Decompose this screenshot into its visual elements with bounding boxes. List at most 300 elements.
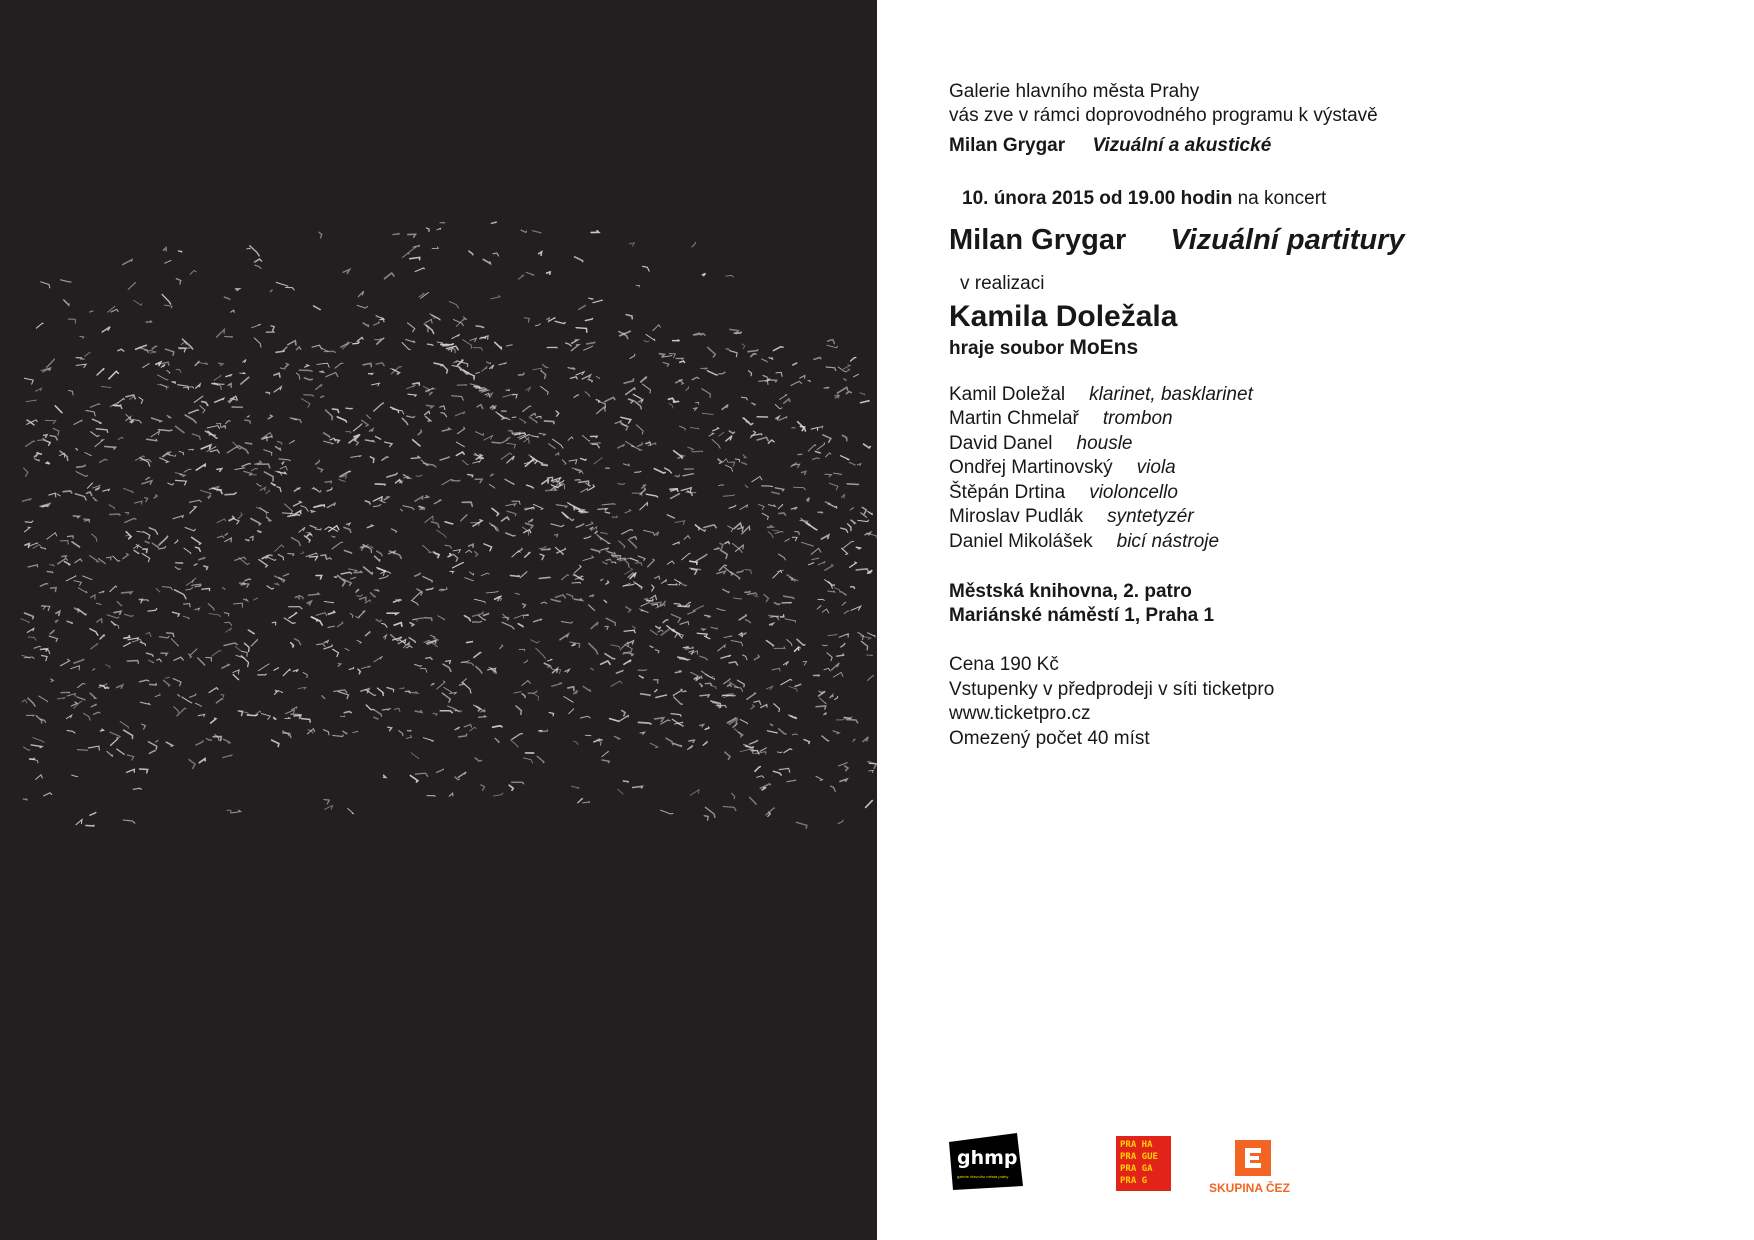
- score-mark: [574, 565, 581, 573]
- score-mark: [107, 615, 119, 618]
- score-mark: [24, 378, 33, 384]
- cez-logo: [1209, 1138, 1299, 1198]
- score-mark: [681, 488, 691, 492]
- score-mark: [762, 486, 773, 487]
- score-mark: [92, 534, 97, 541]
- score-mark: [646, 441, 650, 444]
- score-mark: [437, 681, 445, 689]
- score-mark: [824, 713, 827, 715]
- score-mark: [840, 779, 847, 781]
- score-mark: [520, 419, 526, 424]
- score-mark: [583, 435, 590, 441]
- score-mark: [62, 556, 67, 557]
- score-mark: [761, 705, 767, 708]
- score-mark: [743, 455, 746, 458]
- score-mark: [245, 443, 251, 444]
- score-mark: [134, 420, 141, 423]
- score-mark: [440, 711, 452, 713]
- score-mark: [578, 798, 583, 803]
- score-mark: [67, 730, 75, 733]
- score-mark: [868, 762, 876, 769]
- score-mark: [72, 542, 80, 548]
- score-mark: [583, 802, 590, 803]
- score-mark: [402, 254, 409, 258]
- score-mark: [301, 719, 310, 723]
- score-mark: [491, 474, 494, 476]
- score-mark: [113, 556, 120, 561]
- score-mark: [420, 668, 427, 672]
- score-mark: [284, 618, 295, 624]
- score-mark: [675, 475, 679, 477]
- score-mark: [99, 591, 104, 593]
- score-mark: [69, 391, 73, 396]
- score-mark: [224, 613, 228, 616]
- score-mark: [100, 635, 104, 639]
- score-mark: [145, 541, 149, 543]
- score-mark: [41, 548, 46, 550]
- score-mark: [475, 758, 481, 761]
- score-mark: [429, 552, 436, 556]
- score-mark: [560, 634, 568, 640]
- score-mark: [596, 376, 600, 378]
- score-mark: [60, 451, 68, 460]
- score-mark: [114, 611, 121, 614]
- score-mark: [233, 670, 239, 674]
- score-mark: [827, 653, 832, 661]
- score-mark: [175, 567, 180, 569]
- score-mark: [185, 415, 196, 423]
- score-mark: [224, 739, 231, 743]
- score-mark: [288, 515, 300, 517]
- musician-instrument: violoncello: [1089, 482, 1178, 503]
- score-mark: [648, 443, 656, 446]
- score-mark: [26, 400, 36, 402]
- score-mark: [812, 558, 819, 560]
- score-mark: [740, 720, 747, 724]
- score-mark: [105, 687, 109, 688]
- score-mark: [641, 377, 647, 382]
- score-mark: [219, 363, 223, 365]
- score-mark: [337, 417, 346, 422]
- score-mark: [399, 481, 402, 483]
- score-mark: [63, 491, 72, 493]
- score-mark: [362, 420, 369, 426]
- score-mark: [152, 418, 161, 422]
- score-mark: [430, 635, 435, 638]
- score-mark: [721, 655, 731, 658]
- score-mark: [757, 776, 764, 778]
- score-mark: [543, 364, 548, 367]
- score-mark: [324, 441, 333, 444]
- score-mark: [628, 641, 634, 644]
- score-mark: [293, 501, 301, 506]
- score-mark: [202, 402, 208, 406]
- score-mark: [605, 654, 615, 659]
- score-mark: [162, 294, 171, 304]
- score-mark: [780, 395, 788, 400]
- score-mark: [117, 685, 123, 688]
- score-mark: [72, 775, 78, 777]
- score-mark: [828, 634, 837, 635]
- score-mark: [640, 503, 648, 510]
- score-mark: [183, 616, 189, 619]
- score-mark: [526, 272, 534, 275]
- score-mark: [633, 786, 643, 788]
- score-mark: [858, 520, 869, 522]
- score-mark: [43, 606, 46, 610]
- score-mark: [250, 246, 259, 256]
- score-mark: [747, 693, 756, 699]
- score-mark: [55, 406, 62, 413]
- score-mark: [713, 428, 719, 431]
- score-mark: [322, 696, 325, 699]
- score-mark: [492, 442, 500, 443]
- score-mark: [28, 637, 36, 640]
- score-mark: [513, 394, 517, 398]
- score-mark: [241, 377, 249, 384]
- score-mark: [289, 440, 294, 444]
- score-mark: [808, 563, 814, 565]
- venue-line-1: Městská knihovna, 2. patro: [949, 581, 1192, 602]
- score-mark: [734, 332, 741, 333]
- score-mark: [117, 749, 124, 754]
- score-mark: [149, 660, 154, 663]
- score-mark: [512, 782, 524, 784]
- score-mark: [519, 275, 525, 279]
- score-mark: [636, 425, 643, 434]
- score-mark: [583, 686, 591, 691]
- score-mark: [36, 323, 43, 328]
- score-mark: [842, 548, 848, 554]
- score-mark: [324, 730, 329, 735]
- score-mark: [369, 374, 373, 375]
- score-mark: [125, 518, 136, 522]
- score-mark: [745, 485, 748, 488]
- score-mark: [327, 558, 332, 559]
- praha-logo-lines: [1120, 1139, 1158, 1187]
- score-mark: [575, 257, 583, 262]
- score-mark: [518, 624, 523, 627]
- score-mark: [580, 458, 586, 460]
- score-mark: [700, 724, 704, 727]
- score-mark: [854, 374, 859, 377]
- score-mark: [618, 444, 625, 448]
- score-mark: [486, 362, 490, 364]
- score-mark: [316, 460, 320, 464]
- score-mark: [251, 469, 257, 471]
- score-mark: [479, 616, 486, 621]
- score-mark: [217, 329, 225, 337]
- score-mark: [482, 367, 487, 371]
- score-mark: [301, 552, 304, 554]
- score-mark: [411, 600, 418, 605]
- score-mark: [842, 602, 846, 605]
- musician-instrument: klarinet, basklarinet: [1089, 384, 1253, 405]
- score-mark: [49, 493, 56, 497]
- score-mark: [423, 738, 433, 741]
- score-mark: [374, 717, 378, 719]
- score-mark: [537, 756, 544, 762]
- score-mark: [211, 718, 216, 723]
- score-mark: [572, 786, 580, 788]
- score-mark: [704, 525, 716, 528]
- score-mark: [95, 440, 103, 447]
- score-mark: [199, 759, 205, 763]
- score-mark: [364, 567, 373, 574]
- score-mark: [105, 447, 116, 450]
- score-mark: [808, 445, 815, 452]
- score-mark: [729, 462, 735, 466]
- score-mark: [539, 252, 542, 256]
- score-mark: [773, 771, 781, 775]
- score-mark: [752, 403, 756, 405]
- score-mark: [349, 569, 357, 571]
- score-mark: [320, 371, 324, 372]
- score-mark: [266, 490, 270, 493]
- score-mark: [682, 553, 690, 559]
- score-mark: [655, 532, 659, 536]
- score-mark: [850, 508, 854, 511]
- score-mark: [465, 578, 474, 581]
- score-mark: [814, 675, 820, 676]
- score-mark: [534, 619, 543, 622]
- score-mark: [238, 711, 242, 716]
- score-mark: [779, 729, 786, 734]
- score-mark: [658, 630, 663, 632]
- performer-name: Kamila Doležala: [949, 300, 1178, 333]
- score-mark: [223, 755, 232, 757]
- score-mark: [376, 620, 381, 622]
- score-mark: [123, 260, 132, 265]
- score-mark: [828, 340, 835, 344]
- score-mark: [594, 740, 602, 742]
- score-mark: [580, 716, 590, 718]
- score-mark: [270, 290, 272, 292]
- score-mark: [688, 610, 695, 614]
- score-mark: [501, 453, 512, 459]
- score-mark: [63, 300, 69, 306]
- score-mark: [252, 324, 261, 327]
- score-mark: [87, 483, 93, 489]
- score-mark: [760, 748, 766, 751]
- score-mark: [728, 526, 733, 532]
- score-mark: [611, 562, 616, 563]
- score-mark: [752, 477, 762, 482]
- score-mark: [690, 561, 697, 564]
- score-mark: [195, 547, 200, 551]
- score-mark: [176, 480, 187, 485]
- score-mark: [97, 619, 102, 623]
- score-mark: [746, 746, 754, 748]
- score-mark: [190, 500, 202, 502]
- score-mark: [195, 586, 201, 587]
- score-mark: [47, 533, 57, 540]
- praha-logo-line: PRA G: [1120, 1176, 1148, 1186]
- score-mark: [818, 562, 825, 565]
- score-mark: [348, 808, 354, 814]
- score-mark: [818, 426, 822, 428]
- score-mark: [402, 343, 410, 350]
- score-mark: [503, 618, 509, 619]
- score-mark: [479, 390, 485, 391]
- score-mark: [851, 587, 855, 589]
- score-mark: [274, 373, 280, 377]
- score-mark: [792, 734, 797, 735]
- score-mark: [425, 389, 435, 391]
- score-mark: [828, 591, 835, 592]
- score-mark: [317, 363, 329, 367]
- score-mark: [35, 388, 41, 391]
- score-mark: [407, 385, 416, 388]
- score-mark: [325, 806, 333, 810]
- score-mark: [251, 519, 261, 525]
- score-mark: [149, 528, 157, 534]
- score-mark: [346, 408, 352, 409]
- score-mark: [650, 743, 658, 748]
- score-mark: [359, 611, 365, 617]
- score-mark: [719, 485, 724, 486]
- score-mark: [777, 752, 782, 753]
- score-mark: [25, 521, 33, 522]
- score-mark: [445, 545, 452, 548]
- score-mark: [469, 544, 474, 547]
- score-mark: [477, 405, 483, 409]
- score-mark: [644, 530, 655, 535]
- score-mark: [375, 436, 380, 439]
- score-mark: [519, 373, 525, 375]
- score-mark: [655, 576, 660, 579]
- score-mark: [262, 714, 271, 720]
- score-mark: [198, 362, 208, 364]
- score-mark: [84, 713, 91, 720]
- score-mark: [502, 517, 509, 521]
- score-mark: [674, 604, 681, 606]
- musician-name: Kamil Doležal: [949, 384, 1066, 405]
- score-mark: [382, 457, 388, 460]
- score-mark: [208, 495, 211, 498]
- score-mark: [311, 511, 314, 513]
- score-mark: [311, 617, 318, 621]
- score-mark: [505, 479, 514, 484]
- score-mark: [856, 547, 860, 549]
- musician-instrument: syntetyzér: [1107, 506, 1194, 527]
- score-mark: [745, 570, 751, 574]
- score-mark: [851, 606, 861, 610]
- score-mark: [391, 529, 396, 532]
- score-mark: [632, 626, 635, 630]
- invite-line: vás zve v rámci doprovodného programu k výstavě: [949, 105, 1378, 126]
- score-mark: [778, 504, 783, 509]
- score-mark: [851, 520, 855, 524]
- score-mark: [638, 722, 651, 724]
- score-mark: [357, 640, 361, 643]
- score-mark: [431, 684, 434, 686]
- ticket-website-link[interactable]: www.ticketpro.cz: [949, 703, 1091, 724]
- score-mark: [325, 527, 332, 530]
- score-mark: [68, 319, 75, 323]
- score-mark: [704, 816, 708, 820]
- score-mark: [717, 571, 726, 574]
- score-mark: [533, 693, 539, 700]
- score-mark: [212, 488, 221, 490]
- score-mark: [720, 544, 723, 549]
- score-mark: [333, 735, 343, 736]
- score-mark: [502, 440, 509, 443]
- score-mark: [134, 550, 139, 553]
- score-mark: [584, 536, 591, 538]
- score-mark: [448, 349, 452, 352]
- score-mark: [363, 323, 368, 326]
- score-mark: [240, 372, 246, 373]
- score-mark: [75, 494, 86, 500]
- score-mark: [124, 730, 133, 738]
- score-mark: [406, 735, 411, 738]
- score-mark: [646, 334, 655, 340]
- score-mark: [589, 643, 598, 654]
- score-mark: [590, 443, 600, 444]
- score-mark: [195, 608, 200, 610]
- score-mark: [605, 512, 609, 513]
- score-mark: [74, 659, 84, 663]
- score-mark: [735, 459, 739, 462]
- score-mark: [866, 800, 873, 807]
- score-mark: [123, 554, 128, 559]
- score-mark: [259, 560, 268, 567]
- score-mark: [423, 577, 432, 583]
- score-mark: [196, 741, 203, 745]
- score-mark: [420, 508, 424, 509]
- score-mark: [258, 674, 266, 675]
- score-mark: [145, 350, 154, 352]
- score-mark: [533, 504, 543, 509]
- score-mark: [673, 340, 680, 341]
- score-mark: [225, 533, 228, 535]
- score-mark: [158, 375, 169, 380]
- score-mark: [808, 380, 811, 381]
- score-mark: [830, 695, 833, 698]
- score-mark: [189, 760, 195, 769]
- score-mark: [448, 554, 451, 557]
- score-mark: [749, 371, 752, 376]
- score-mark: [184, 548, 191, 553]
- score-mark: [481, 785, 485, 791]
- score-mark: [625, 560, 629, 568]
- score-mark: [463, 679, 467, 682]
- musician-row: [949, 457, 1176, 479]
- score-mark: [787, 640, 792, 646]
- score-mark: [433, 713, 437, 715]
- score-mark: [367, 415, 371, 419]
- score-mark: [446, 661, 451, 664]
- score-mark: [868, 512, 872, 515]
- score-mark: [162, 587, 172, 590]
- score-mark: [591, 549, 599, 552]
- score-mark: [45, 420, 55, 423]
- score-mark: [595, 531, 597, 533]
- score-mark: [499, 363, 507, 365]
- score-mark: [566, 343, 572, 346]
- score-mark: [847, 369, 850, 372]
- score-mark: [520, 571, 527, 577]
- score-mark: [316, 613, 327, 616]
- score-mark: [139, 397, 143, 403]
- score-mark: [161, 364, 165, 367]
- score-mark: [344, 527, 351, 532]
- score-mark: [762, 513, 768, 519]
- score-mark: [274, 718, 277, 720]
- score-mark: [209, 688, 218, 693]
- score-mark: [103, 489, 110, 491]
